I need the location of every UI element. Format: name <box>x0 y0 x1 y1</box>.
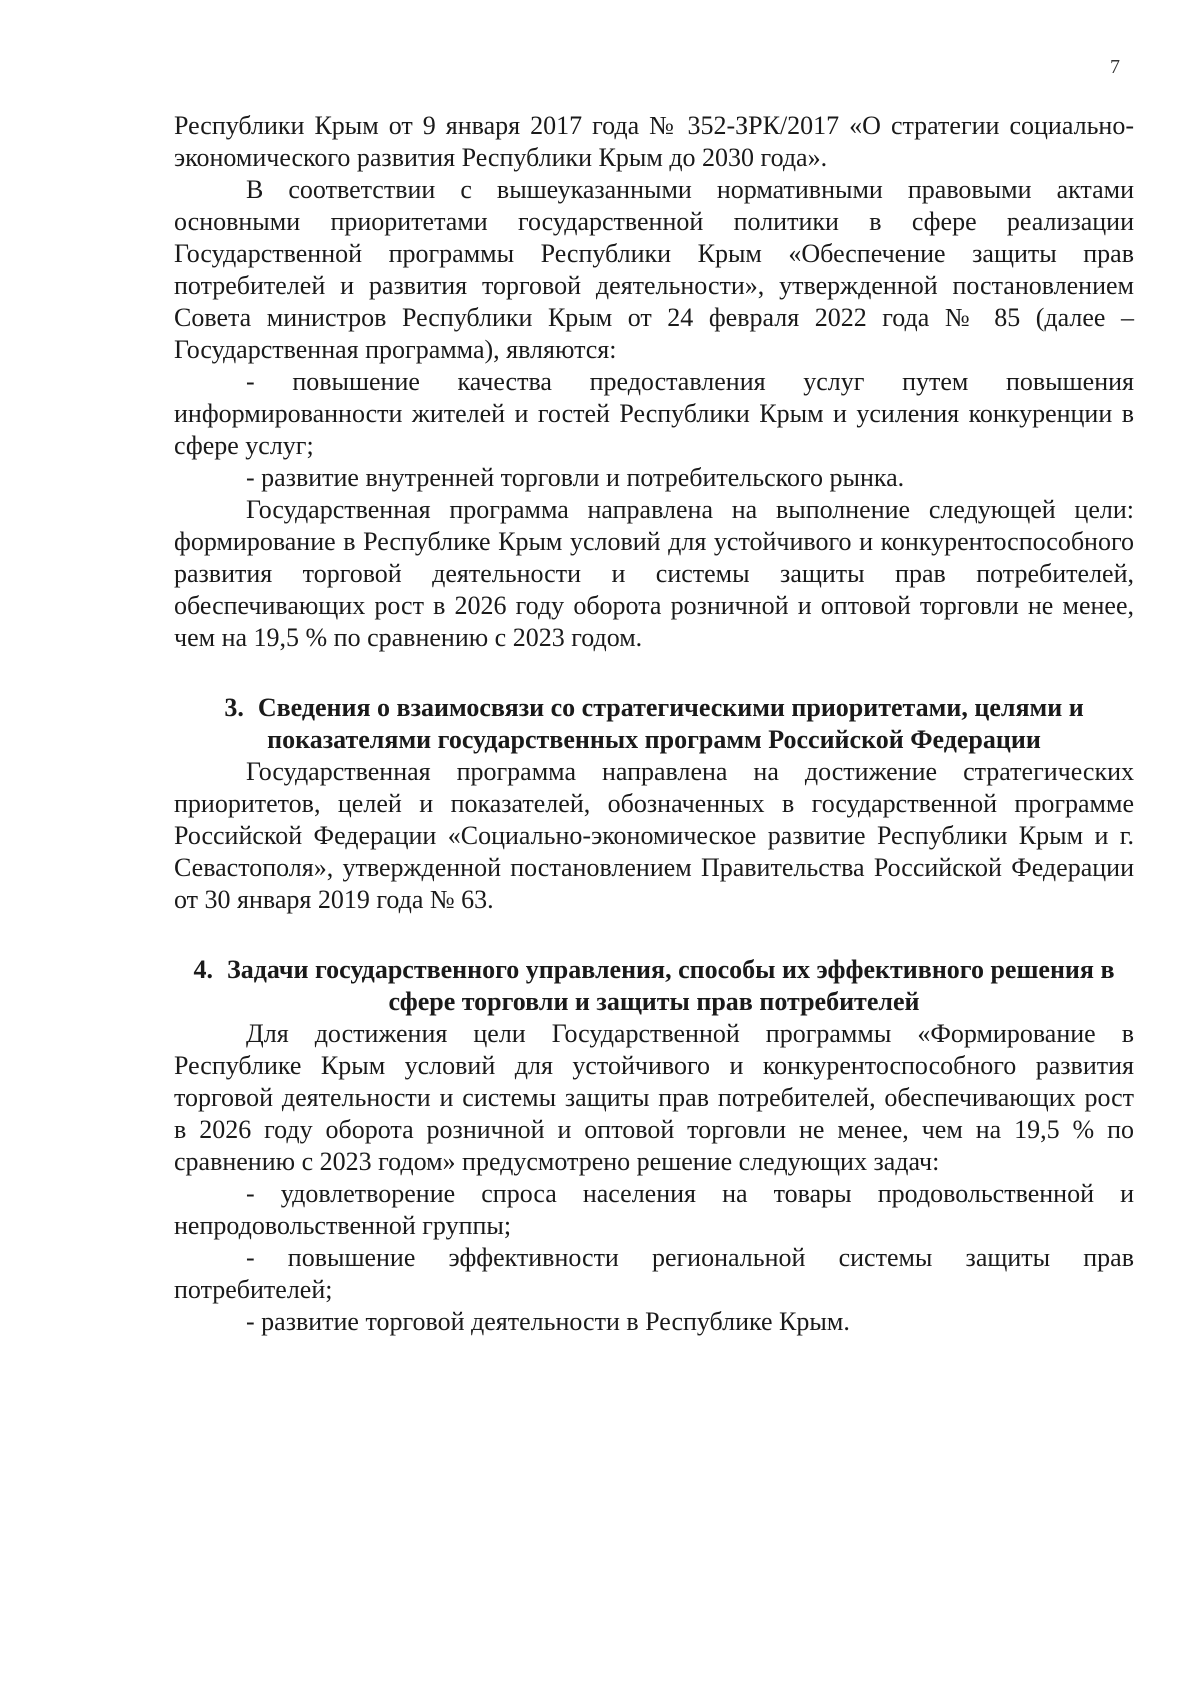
task-item-2: - повышение эффективности региональной системы защиты прав потребителей; <box>174 1243 1134 1304</box>
section-3-paragraph: Государственная программа направлена на достижение стратегических приоритетов, целей и показателей, обозначенных в государственной программе Российской Федерации «Социально-экономическое развитие Республики Крым и г. Севастополя», утвержденной постановлением Правительства Российской Федерации от 30 января 2019 года № 63. <box>174 757 1134 914</box>
page-content <box>174 110 1134 1338</box>
page-number: 7 <box>1110 56 1120 78</box>
section-3-number: 3. <box>224 693 244 722</box>
program-goal-paragraph: Государственная программа направлена на выполнение следующей цели: формирование в Республике Крым условий для устойчивого и конкурентоспособного развития торговой деятельности и системы защиты прав потребителей, обеспечивающих рост в 2026 году оборота розничной и оптовой торговли не менее, чем на 19,5 % по сравнению с 2023 годом. <box>174 495 1134 652</box>
priority-item-2: - развитие внутренней торговли и потребительского рынка. <box>246 463 905 492</box>
section-4-heading <box>174 954 1134 1018</box>
task-item-1: - удовлетворение спроса населения на товары продовольственной и непродовольственной группы; <box>174 1179 1134 1240</box>
section-3-title: Сведения о взаимосвязи со стратегическими приоритетами, целями и показателями государственных программ Российской Федерации <box>257 693 1084 754</box>
intro-paragraph-2: В соответствии с вышеуказанными нормативными правовыми актами основными приоритетами государственной политики в сфере реализации Государственной программы Республики Крым «Обеспечение защиты прав потребителей и развития торговой деятельности», утвержденной постановлением Совета министров Республики Крым от 24 февраля 2022 года № 85 (далее – Государственная программа), являются: <box>174 175 1134 364</box>
priority-item-1: - повышение качества предоставления услуг путем повышения информированности жителей и гостей Республики Крым и усиления конкуренции в сфере услуг; <box>174 367 1134 460</box>
section-4-paragraph: Для достижения цели Государственной программы «Формирование в Республике Крым условий для устойчивого и конкурентоспособного развития торговой деятельности и системы защиты прав потребителей, обеспечивающих рост в 2026 году оборота розничной и оптовой торговли не менее, чем на 19,5 % по сравнению с 2023 годом» предусмотрено решение следующих задач: <box>174 1019 1134 1176</box>
task-item-3: - развитие торговой деятельности в Республике Крым. <box>246 1307 850 1336</box>
section-4-title: Задачи государственного управления, способы их эффективного решения в сфере торговли и защиты прав потребителей <box>226 955 1115 1016</box>
section-4-number: 4. <box>193 955 213 984</box>
section-3-heading <box>174 692 1134 756</box>
intro-paragraph-1: Республики Крым от 9 января 2017 года № 352-ЗРК/2017 «О стратегии социально-экономического развития Республики Крым до 2030 года». <box>174 111 1134 172</box>
